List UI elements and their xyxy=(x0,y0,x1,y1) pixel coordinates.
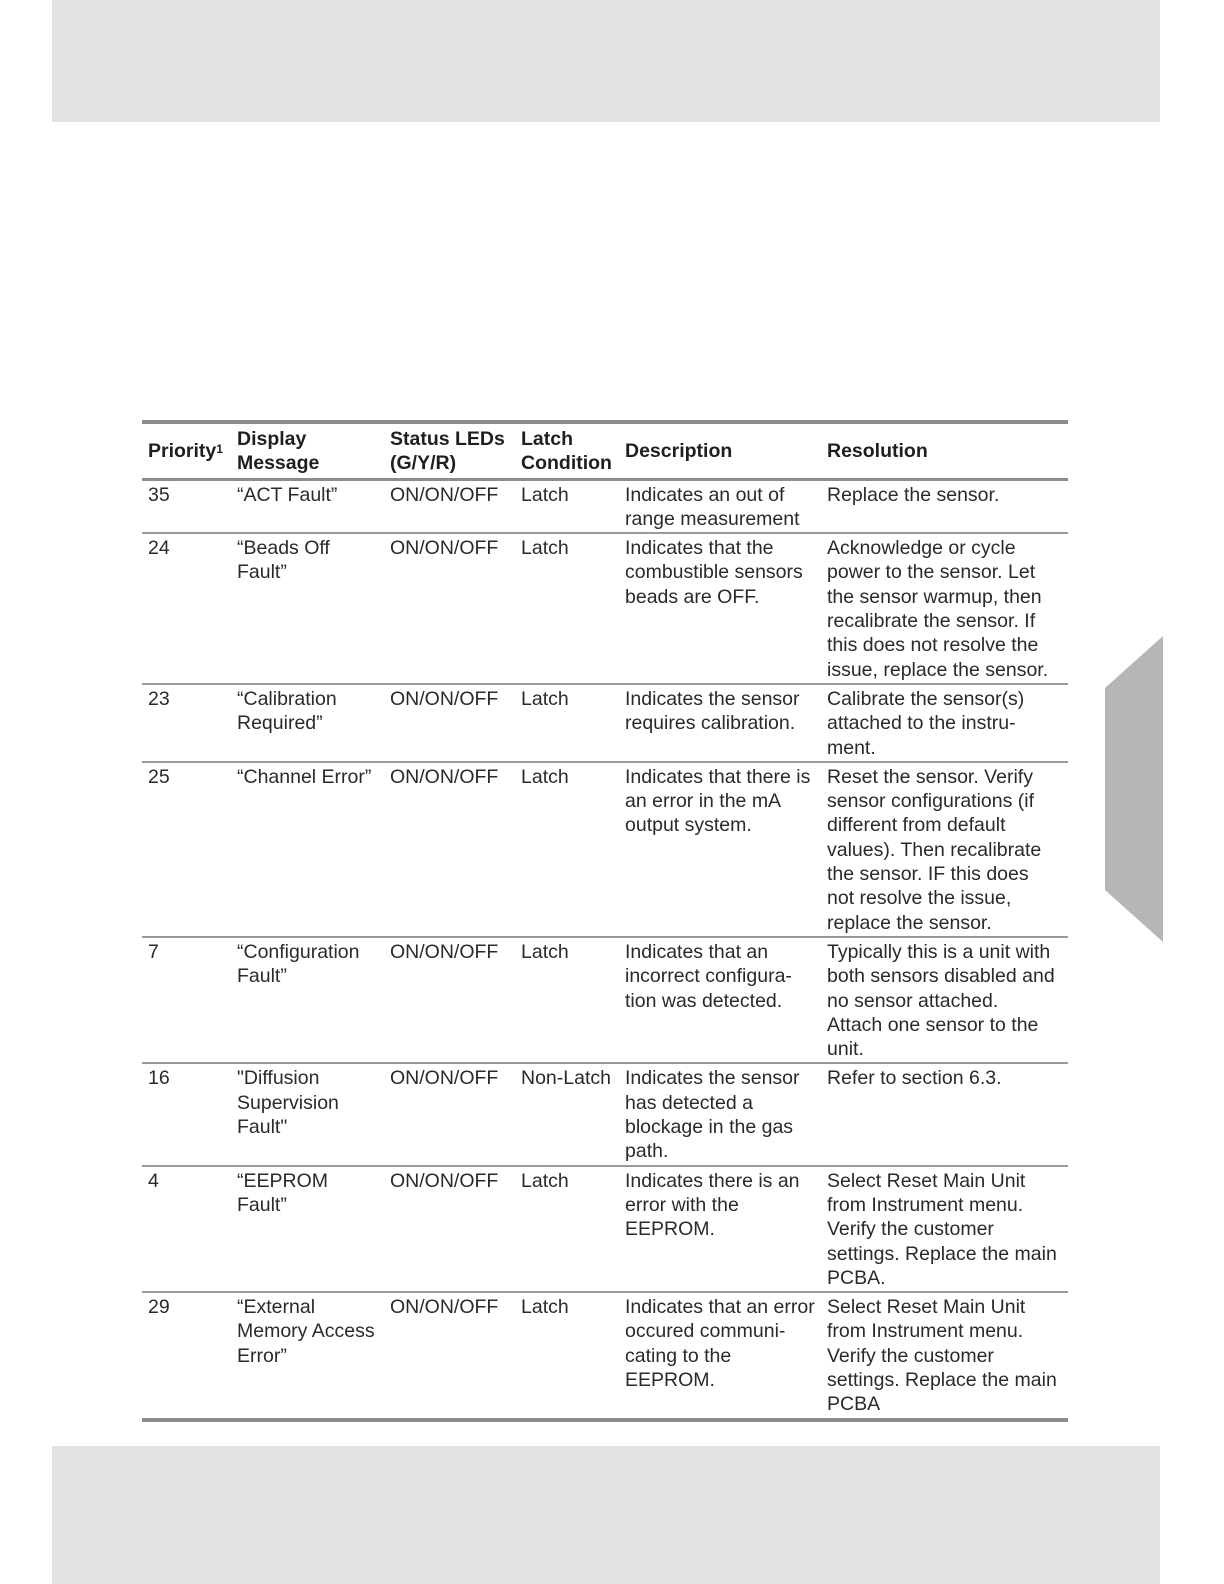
cell-description: Indicates that the combustible sensors beads are OFF. xyxy=(625,537,803,608)
table-row xyxy=(142,1166,1068,1292)
header-latch-condition: Latch Condition xyxy=(521,428,612,475)
fault-table-container xyxy=(142,420,1068,1422)
cell-status-leds: ON/ON/OFF xyxy=(390,1169,499,1192)
cell-latch: Latch xyxy=(521,537,569,560)
header-resolution: Resolution xyxy=(827,440,928,463)
cell-priority: 16 xyxy=(148,1067,170,1090)
cell-latch: Latch xyxy=(521,940,569,963)
cell-description: Indicates there is an error with the EEPROM. xyxy=(625,1169,800,1241)
chapter-side-tab xyxy=(1105,636,1163,942)
table-row xyxy=(142,1292,1068,1419)
table-row xyxy=(142,533,1068,684)
cell-latch: Non-Latch xyxy=(521,1067,611,1090)
cell-latch: Latch xyxy=(521,483,569,506)
cell-status-leds: ON/ON/OFF xyxy=(390,1067,499,1090)
cell-priority: 7 xyxy=(148,940,159,963)
cell-description: Indicates an out of range measurement xyxy=(625,483,800,530)
cell-priority: 24 xyxy=(148,537,170,560)
cell-description: Indicates that there is an error in the mA output system. xyxy=(625,765,811,837)
cell-description: Indicates that an error occured communi- cating to the EEPROM. xyxy=(625,1296,815,1391)
cell-display-message: “ACT Fault” xyxy=(237,483,338,506)
cell-resolution: Calibrate the sensor(s) attached to the instru- ment. xyxy=(827,687,1025,759)
cell-status-leds: ON/ON/OFF xyxy=(390,940,499,963)
cell-status-leds: ON/ON/OFF xyxy=(390,537,499,560)
table-row xyxy=(142,479,1068,533)
table-row xyxy=(142,937,1068,1063)
cell-resolution: Replace the sensor. xyxy=(827,483,1000,506)
cell-resolution: Refer to section 6.3. xyxy=(827,1067,1002,1090)
cell-latch: Latch xyxy=(521,1296,569,1319)
cell-resolution: Select Reset Main Unit from Instrument menu. Verify the customer settings. Replace the main PCBA xyxy=(827,1296,1057,1416)
cell-display-message: “Configuration Fault” xyxy=(237,940,360,988)
page-footer-band xyxy=(52,1446,1160,1584)
cell-display-message: “Calibration Required” xyxy=(237,687,337,735)
cell-display-message: “Beads Off Fault” xyxy=(237,537,330,584)
cell-status-leds: ON/ON/OFF xyxy=(390,483,499,506)
cell-status-leds: ON/ON/OFF xyxy=(390,765,499,788)
cell-priority: 35 xyxy=(148,483,170,506)
cell-description: Indicates the sensor requires calibration. xyxy=(625,687,800,735)
cell-latch: Latch xyxy=(521,687,569,710)
cell-description: Indicates that an incorrect configura- tion was detected. xyxy=(625,940,792,1012)
table-row xyxy=(142,1063,1068,1165)
fault-table xyxy=(142,420,1068,1422)
cell-description: Indicates the sensor has detected a blockage in the gas path. xyxy=(625,1067,800,1163)
table-row xyxy=(142,684,1068,762)
table-row xyxy=(142,762,1068,937)
cell-status-leds: ON/ON/OFF xyxy=(390,687,499,710)
header-priority: Priority$^1$ xyxy=(148,440,223,463)
header-description: Description xyxy=(625,440,733,463)
cell-display-message: “External Memory Access Error” xyxy=(237,1296,375,1367)
cell-display-message: "Diffusion Supervision Fault" xyxy=(237,1067,339,1139)
table-header-row xyxy=(142,422,1068,479)
cell-resolution: Select Reset Main Unit from Instrument menu. Verify the customer settings. Replace the main PCBA. xyxy=(827,1169,1057,1289)
header-display-message: Display Message xyxy=(237,428,320,475)
cell-priority: 4 xyxy=(148,1169,159,1192)
page-header-band xyxy=(52,0,1160,122)
cell-priority: 25 xyxy=(148,765,170,788)
cell-status-leds: ON/ON/OFF xyxy=(390,1296,499,1319)
cell-priority: 29 xyxy=(148,1296,170,1319)
cell-resolution: Reset the sensor. Verify sensor configurations (if different from default values). Then recalibrate the sensor. IF this does not resolve the issue, replace the sensor. xyxy=(827,765,1042,934)
cell-resolution: Typically this is a unit with both sensors disabled and no sensor attached. Attach one sensor to the unit. xyxy=(827,940,1055,1061)
cell-priority: 23 xyxy=(148,687,170,710)
cell-display-message: “Channel Error” xyxy=(237,765,372,788)
cell-resolution: Acknowledge or cycle power to the sensor. Let the sensor warmup, then recalibrate the sensor. If this does not resolve the issue, replace the sensor. xyxy=(827,537,1049,681)
priority-footnote-marker: 1 xyxy=(216,442,223,457)
cell-latch: Latch xyxy=(521,765,569,788)
header-status-leds: Status LEDs (G/Y/R) xyxy=(390,428,505,475)
cell-display-message: “EEPROM Fault” xyxy=(237,1169,329,1216)
cell-latch: Latch xyxy=(521,1169,569,1192)
